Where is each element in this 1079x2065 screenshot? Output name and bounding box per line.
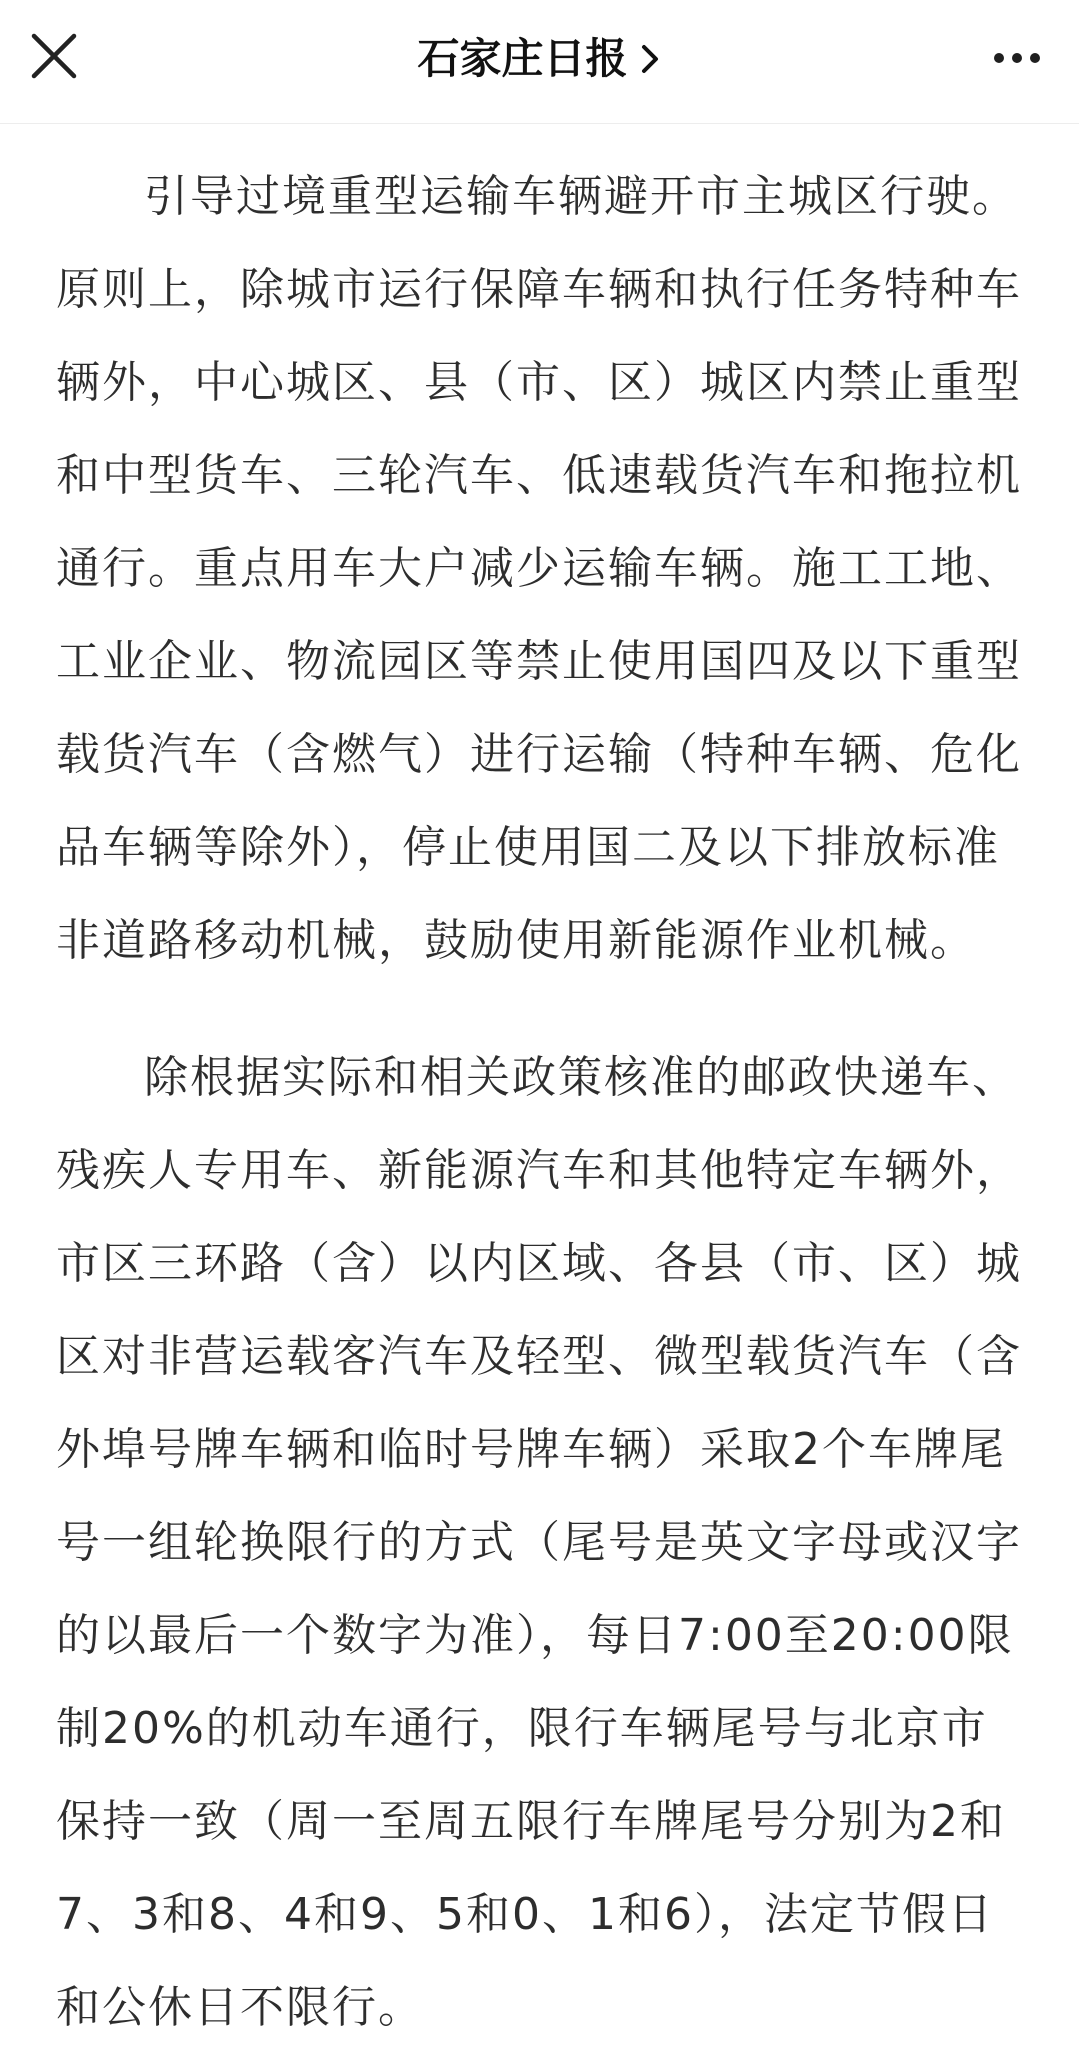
more-horizontal-icon (994, 53, 1004, 63)
top-navigation-bar (0, 0, 1079, 124)
close-icon (22, 24, 86, 88)
close-button[interactable] (22, 24, 86, 88)
more-button[interactable] (981, 30, 1053, 86)
more-horizontal-icon (1012, 53, 1022, 63)
account-title-link[interactable] (240, 24, 839, 94)
page-title: 石家庄日报 (417, 34, 628, 83)
chevron-right-icon (638, 42, 662, 76)
article-paragraph: 引导过境重型运输车辆避开市主城区行驶。原则上，除城市运行保障车辆和执行任务特种车辆外，中心城区、县（市、区）城区内禁止重型和中型货车、三轮汽车、低速载货汽车和拖拉机通行。重点用车大户减少运输车辆。施工工地、工业企业、物流园区等禁止使用国四及以下重型载货汽车（含燃气）进行运输（特种车辆、危化品车辆等除外），停止使用国二及以下排放标准非道路移动机械，鼓励使用新能源作业机械。 (56, 171, 1022, 966)
article-content (56, 150, 1026, 2054)
more-horizontal-icon (1030, 53, 1040, 63)
article-paragraph: 除根据实际和相关政策核准的邮政快递车、残疾人专用车、新能源汽车和其他特定车辆外，市区三环路（含）以内区域、各县（市、区）城区对非营运载客汽车及轻型、微型载货汽车（含外埠号牌车辆和临时号牌车辆）采取2个车牌尾号一组轮换限行的方式（尾号是英文字母或汉字的以最后一个数字为准），每日7:00至20:00限制20%的机动车通行，限行车辆尾号与北京市保持一致（周一至周五限行车牌尾号分别为2和7、3和8、4和9、5和0、1和6），法定节假日和公休日不限行。 (56, 1052, 1022, 2033)
